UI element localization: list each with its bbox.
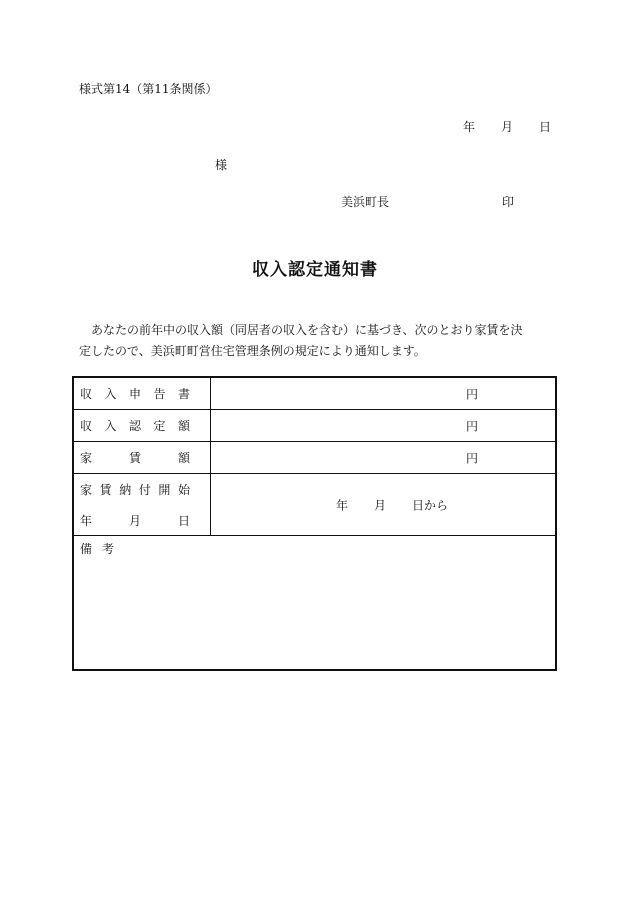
rent-amount-value	[211, 442, 557, 474]
income-table	[72, 376, 557, 671]
table-row	[73, 442, 556, 474]
date-year-label: 年	[463, 120, 476, 134]
yen-unit: 円	[466, 451, 479, 465]
table-row	[73, 474, 556, 536]
notice-body-line2: 定したので、美浜町町営住宅管理条例の規定により通知します。	[79, 344, 426, 358]
start-year-label: 年	[336, 498, 349, 512]
issuer-name: 美浜町長	[341, 195, 390, 209]
issue-date	[463, 118, 551, 135]
label-char: 入	[104, 387, 117, 401]
start-month-label: 月	[374, 498, 387, 512]
label-char: 入	[104, 419, 117, 433]
table-row	[73, 410, 556, 442]
rent-amount-label	[73, 442, 211, 474]
income-declaration-value	[211, 377, 557, 410]
table-row	[73, 377, 556, 410]
label-char: 家	[80, 482, 93, 497]
notice-body	[79, 320, 559, 362]
start-date-fields	[336, 496, 448, 513]
label-char: 考	[101, 542, 114, 556]
rent-start-date-value	[211, 474, 557, 536]
form-number: 様式第14（第11条関係）	[79, 82, 218, 96]
date-day-label: 日	[539, 120, 552, 134]
recipient-suffix: 様	[215, 158, 228, 172]
yen-unit: 円	[466, 387, 479, 401]
label-char: 賃	[99, 482, 112, 497]
label-char: 年	[80, 513, 93, 528]
label-char: 収	[80, 419, 93, 433]
label-char: 開	[158, 482, 171, 497]
label-char: 告	[153, 387, 166, 401]
label-char: 始	[177, 482, 190, 497]
start-day-label: 日から	[412, 498, 449, 512]
label-char: 月	[128, 513, 141, 528]
date-month-label: 月	[501, 120, 514, 134]
yen-unit: 円	[466, 419, 479, 433]
label-char: 賃	[128, 451, 141, 465]
rent-start-date-label	[73, 474, 211, 536]
label-char: 日	[177, 513, 190, 528]
label-char: 申	[128, 387, 141, 401]
document-title: 収入認定通知書	[252, 260, 378, 280]
label-char: 額	[177, 451, 190, 465]
label-char: 備	[80, 542, 93, 556]
seal-mark: 印	[502, 195, 515, 209]
label-char: 収	[80, 387, 93, 401]
label-char: 家	[80, 451, 93, 465]
label-char: 書	[177, 387, 190, 401]
remarks-cell	[73, 536, 556, 671]
label-char: 認	[128, 419, 141, 433]
label-char: 納	[119, 482, 132, 497]
table-row	[73, 536, 556, 671]
certified-income-value	[211, 410, 557, 442]
certified-income-label	[73, 410, 211, 442]
remarks-label	[80, 540, 114, 557]
label-char: 額	[177, 419, 190, 433]
label-char: 定	[153, 419, 166, 433]
income-declaration-label	[73, 377, 211, 410]
label-char: 付	[138, 482, 151, 497]
notice-body-line1: あなたの前年中の収入額（同居者の収入を含む）に基づき、次のとおり家賃を決	[91, 323, 523, 337]
